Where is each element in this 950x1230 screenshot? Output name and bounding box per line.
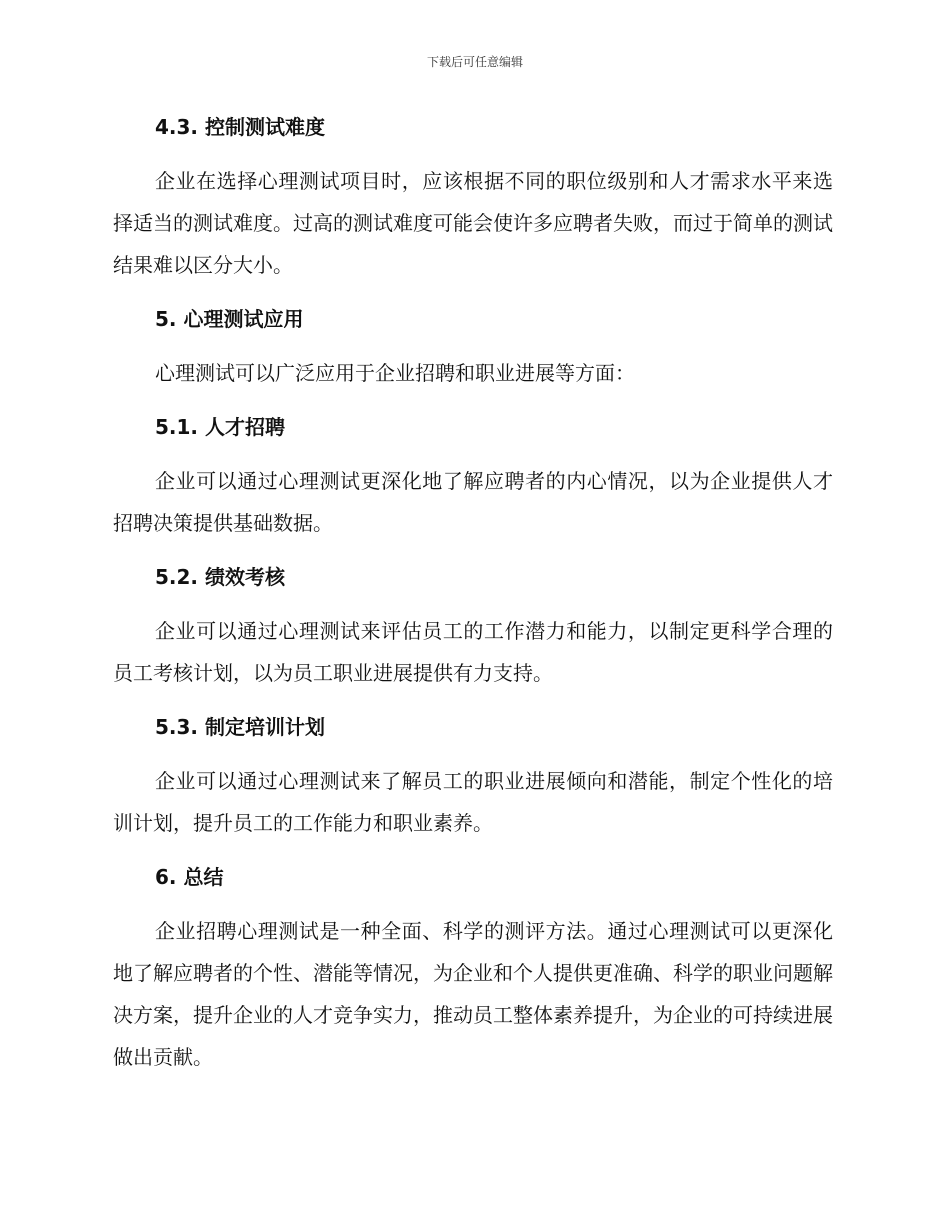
section-heading-5-1: 5.1. 人才招聘 bbox=[155, 415, 285, 439]
section-paragraph-5-1: 企业可以通过心理测试更深化地了解应聘者的内心情况，以为企业提供人才招聘决策提供基础数据。 bbox=[113, 469, 833, 535]
section-paragraph-5-2: 企业可以通过心理测试来评估员工的工作潜力和能力，以制定更科学合理的员工考核计划，以为员工职业进展提供有力支持。 bbox=[113, 619, 833, 685]
document-body bbox=[113, 106, 833, 1090]
section-paragraph-6: 企业招聘心理测试是一种全面、科学的测评方法。通过心理测试可以更深化地了解应聘者的个性、潜能等情况，为企业和个人提供更准确、科学的职业问题解决方案，提升企业的人才竞争实力，推动员工整体素养提升，为企业的可持续进展做出贡献。 bbox=[113, 919, 833, 1069]
section-heading-5: 5. 心理测试应用 bbox=[155, 307, 304, 331]
section-paragraph-5: 心理测试可以广泛应用于企业招聘和职业进展等方面： bbox=[155, 361, 635, 385]
section-heading-6: 6. 总结 bbox=[155, 865, 224, 889]
header-note: 下载后可任意编辑 bbox=[426, 55, 523, 69]
section-heading-5-3: 5.3. 制定培训计划 bbox=[155, 715, 325, 739]
section-paragraph-5-3: 企业可以通过心理测试来了解员工的职业进展倾向和潜能，制定个性化的培训计划，提升员工的工作能力和职业素养。 bbox=[113, 769, 833, 835]
section-paragraph-4-3: 企业在选择心理测试项目时，应该根据不同的职位级别和人才需求水平来选择适当的测试难度。过高的测试难度可能会使许多应聘者失败，而过于简单的测试结果难以区分大小。 bbox=[113, 169, 833, 277]
section-heading-4-3: 4.3. 控制测试难度 bbox=[155, 115, 325, 139]
section-heading-5-2: 5.2. 绩效考核 bbox=[155, 565, 285, 589]
